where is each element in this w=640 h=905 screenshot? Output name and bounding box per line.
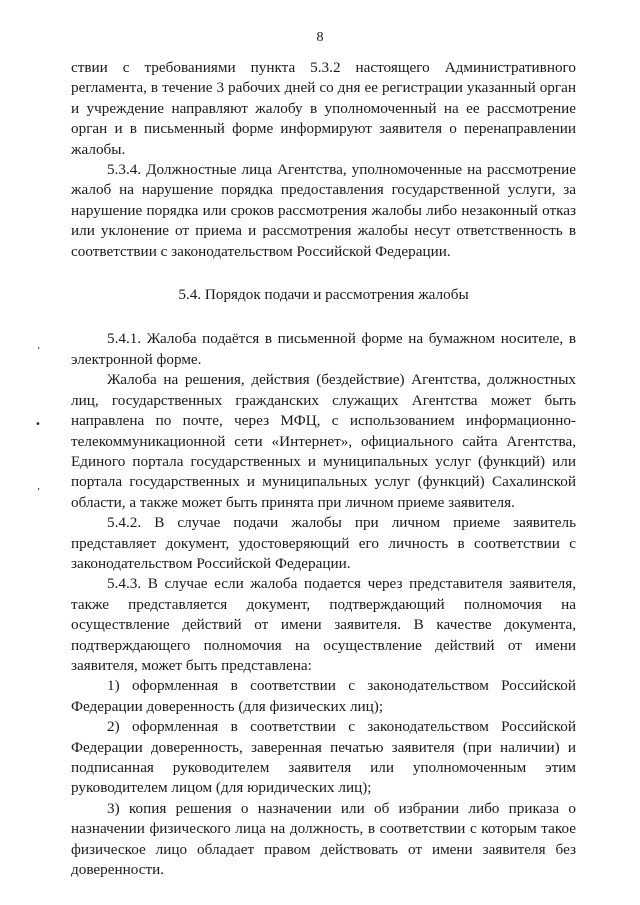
- list-item: 3) копия решения о назначении или об избрании либо приказа о назначении физического лица на должность, в соответствии с которым такое физическое лицо обладает правом действовать от имени заявителя без доверенности.: [71, 799, 576, 879]
- document-body: [71, 58, 576, 880]
- paragraph: Жалоба на решения, действия (бездействие) Агентства, должностных лиц, государственных гражданских служащих Агентства может быть направлена по почте, через МФЦ, с использованием информационно-телекоммуникационной сети «Интернет», официального сайта Агентства, Единого портала государственных и муниципальных услуг (функций) или портала государственных и муниципальных услуг (функций) Сахалинской области, а также может быть принята при личном приеме заявителя.: [71, 371, 576, 511]
- list-item: 1) оформленная в соответствии с законодательством Российской Федерации доверенность (для физических лиц);: [71, 677, 576, 715]
- paragraph: 5.4.3. В случае если жалоба подается через представителя заявителя, также представляется документ, подтверждающий полномочия на осуществление действий от имени заявителя. В качестве документа, подтверждающего полномочия на осуществление действий от имени заявителя, может быть представлена:: [71, 575, 576, 674]
- list-item: 2) оформленная в соответствии с законодательством Российской Федерации доверенность, заверенная печатью заявителя (при наличии) и подписанная руководителем заявителя или уполномоченным этим руководителем лицом (для юридических лиц);: [71, 718, 576, 797]
- paragraph: 5.4.1. Жалоба подаётся в письменной форме на бумажном носителе, в электронной форме.: [71, 330, 576, 368]
- margin-mark: ’: [37, 346, 41, 357]
- paragraph: ствии с требованиями пункта 5.3.2 настоящего Административного регламента, в течение 3 рабочих дней со дня ее регистрации указанный орган и учреждение направляют жалобу в уполномоченный на ее рассмотрение орган и в письменный форме информируют заявителя о перенаправлении жалобы.: [71, 59, 576, 158]
- section-heading: 5.4. Порядок подачи и рассмотрения жалобы: [178, 286, 469, 304]
- paragraph: 5.4.2. В случае подачи жалобы при личном приеме заявитель представляет документ, удостоверяющий его личность в соответствии с законодательством Российской Федерации.: [71, 514, 576, 572]
- margin-mark: •: [35, 419, 41, 430]
- page-number: 8: [316, 30, 324, 45]
- margin-mark: ’: [37, 487, 41, 498]
- paragraph: 5.3.4. Должностные лица Агентства, уполномоченные на рассмотрение жалоб на нарушение порядка предоставления государственной услуги, за нарушение порядка или сроков рассмотрения жалобы либо незаконный отказ или уклонение от приема и рассмотрения жалобы несут ответственность в соответствии с законодательством Российской Федерации.: [71, 161, 576, 260]
